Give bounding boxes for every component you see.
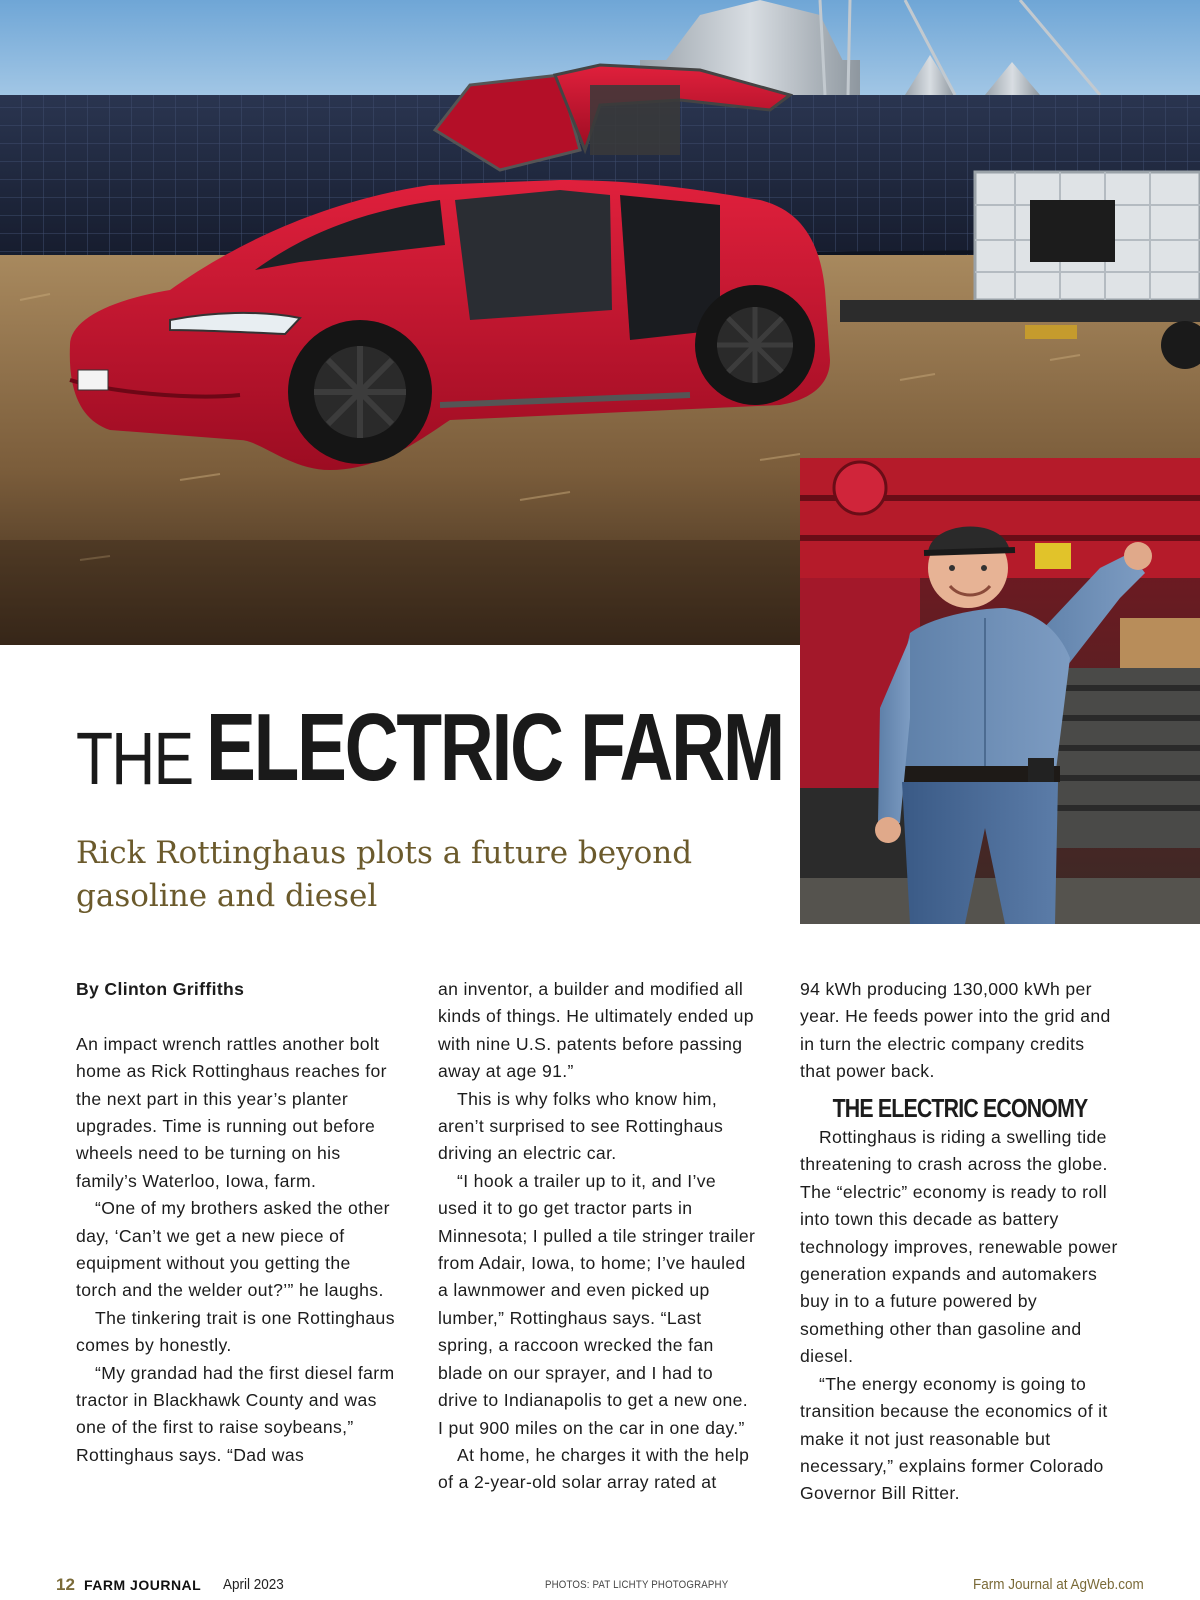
- paragraph: “I hook a trailer up to it, and I’ve used it to go get tractor parts in Minnesota; I pulled a tile stringer trailer from Adair, Iowa, to home; I’ve hauled a lawnmower and even picked up lumber,” Rottinghaus says. “Last spring, a raccoon wrecked the fan blade on our sprayer, and I had to drive to Indianapolis to get a new one. I put 900 miles on the car in one day.”: [438, 1170, 756, 1438]
- paragraph: 94 kWh producing 130,000 kWh per year. He feeds power into the grid and in turn the electric company credits that power back.: [800, 979, 1111, 1082]
- magazine-name: FARM JOURNAL: [84, 1577, 202, 1593]
- subhead: THE ELECTRIC ECONOMY: [832, 1092, 1088, 1123]
- headline-the: THE: [76, 717, 193, 800]
- paragraph: “The energy economy is going to transition because the economics of it make it not just reasonable but necessary,” explains former Colorado Governor Bill Ritter.: [800, 1373, 1108, 1504]
- article-column-1: [76, 976, 396, 1469]
- portrait-photo: [800, 458, 1200, 924]
- deck-subtitle: Rick Rottinghaus plots a future beyond gasoline and diesel: [76, 835, 693, 914]
- paragraph: “My grandad had the first diesel farm tractor in Blackhawk County and was one of the first to raise soybeans,” Rottinghaus says. “Dad was: [76, 1362, 395, 1465]
- article-column-2: [438, 976, 758, 1497]
- page-number: 12: [56, 1575, 75, 1594]
- paragraph: An impact wrench rattles another bolt home as Rick Rottinghaus reaches for the next part in this year’s planter upgrades. Time is running out before wheels need to be turning on his family’s Waterloo, Iowa, farm.: [76, 1033, 387, 1191]
- paragraph: This is why folks who know him, aren’t surprised to see Rottinghaus driving an electric car.: [438, 1088, 724, 1164]
- paragraph: an inventor, a builder and modified all kinds of things. He ultimately ended up with nine U.S. patents before passing away at age 91.”: [438, 979, 754, 1082]
- headline: [76, 694, 946, 810]
- byline: By Clinton Griffiths: [76, 979, 245, 999]
- article-column-3: [800, 976, 1120, 1508]
- photo-credit: PHOTOS: PAT LICHTY PHOTOGRAPHY: [545, 1579, 729, 1591]
- paragraph: “One of my brothers asked the other day, ‘Can’t we get a new piece of equipment without you getting the torch and the welder out?’” he laughs.: [76, 1198, 390, 1301]
- paragraph: At home, he charges it with the help of a 2-year-old solar array rated at: [438, 1444, 750, 1493]
- website-link[interactable]: Farm Journal at AgWeb.com: [973, 1576, 1144, 1593]
- headline-electric-farm: ELECTRIC FARM: [206, 694, 783, 801]
- paragraph: The tinkering trait is one Rottinghaus comes by honestly.: [76, 1307, 395, 1356]
- page-footer: [0, 1575, 1200, 1595]
- paragraph: Rottinghaus is riding a swelling tide threatening to crash across the globe. The “electric” economy is ready to roll into town this decade as battery technology improves, renewable power generation expands and automakers buy in to a future powered by something other than gasoline and diesel.: [800, 1127, 1118, 1367]
- issue-date: April 2023: [223, 1576, 284, 1593]
